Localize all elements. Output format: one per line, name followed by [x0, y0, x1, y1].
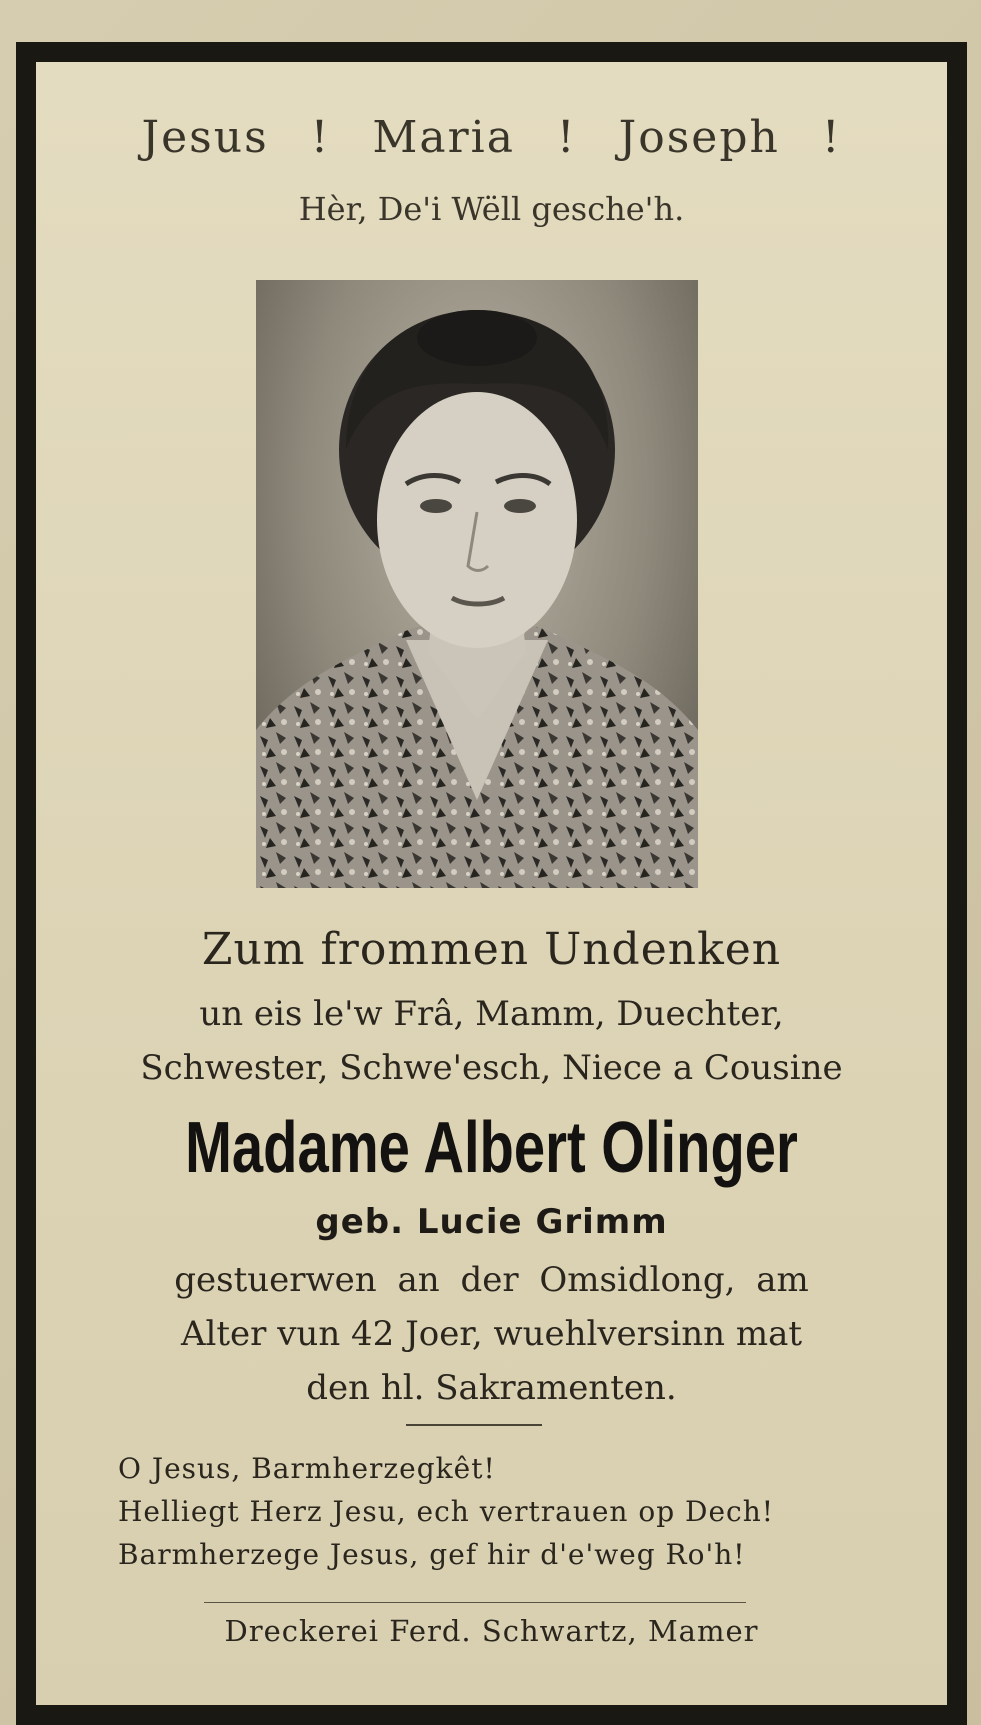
relations-line-2: Schwester, Schwe'esch, Niece a Cousine: [140, 1048, 843, 1088]
death-notice-line-3: den hl. Sakramenten.: [306, 1368, 677, 1408]
divider: [406, 1424, 542, 1426]
ejaculation-line: O Jesus, Barmherzegkêt!: [118, 1452, 496, 1485]
deceased-name: Madame Albert Olinger: [185, 1108, 798, 1188]
death-notice-line-1: gestuerwen an der Omsidlong, am: [174, 1260, 809, 1300]
maiden-name: geb. Lucie Grimm: [315, 1202, 668, 1242]
ejaculation-line: Barmherzege Jesus, gef hir d'e'weg Ro'h!: [118, 1538, 746, 1571]
prayer-top: Hèr, De'i Wëll gesche'h.: [298, 190, 685, 228]
invocation: Jesus ! Maria ! Joseph !: [141, 112, 842, 163]
ejaculation-line: Helliegt Herz Jesu, ech vertrauen op Dech!: [118, 1495, 775, 1528]
memorial-card-border: [16, 42, 967, 1725]
portrait-photo: [256, 280, 698, 888]
divider: [204, 1602, 746, 1603]
death-notice-line-2: Alter vun 42 Joer, wuehlversinn mat: [180, 1314, 803, 1354]
relations-line-1: un eis le'w Frâ, Mamm, Duechter,: [199, 994, 784, 1034]
printer-credit: Dreckerei Ferd. Schwartz, Mamer: [224, 1614, 759, 1648]
memento-title: Zum frommen Undenken: [201, 924, 782, 975]
memorial-card: [36, 62, 947, 1705]
